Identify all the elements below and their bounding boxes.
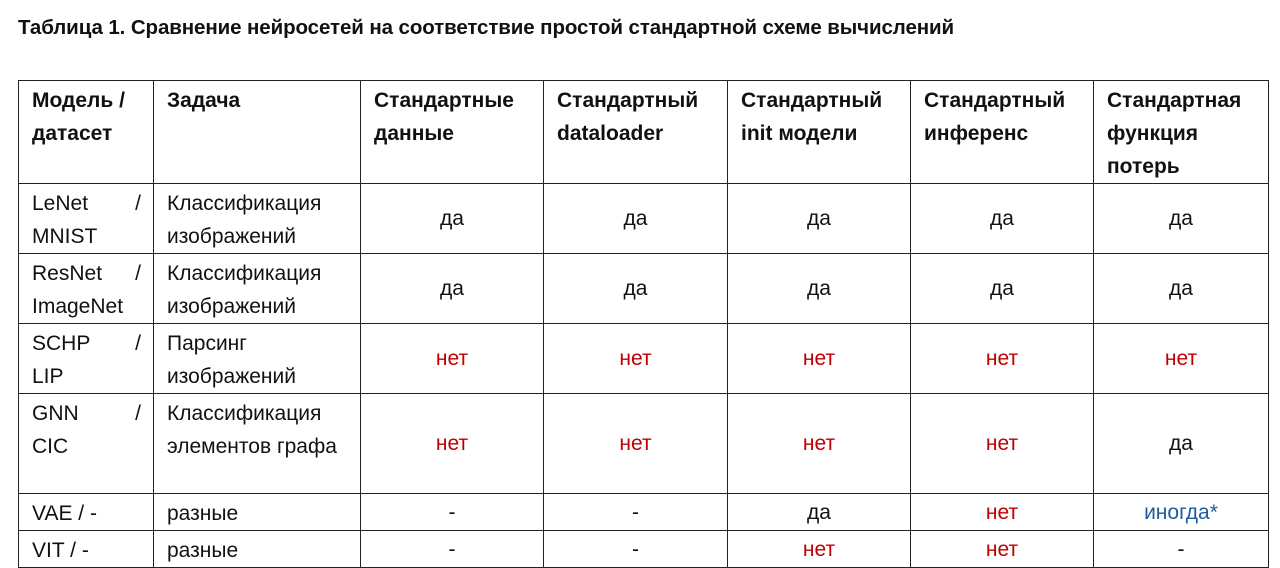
model-name: VAE: [32, 502, 73, 525]
model-cell: VIT / -: [19, 531, 154, 568]
header-standard-init: Стандартный init модели: [728, 81, 911, 184]
value-cell: нет: [361, 324, 544, 394]
value-cell: да: [1094, 184, 1269, 254]
table-row: [19, 184, 1269, 254]
header-row: [19, 81, 1269, 184]
value-cell: да: [544, 184, 728, 254]
value-cell: нет: [911, 494, 1094, 531]
table-row: [19, 494, 1269, 531]
value-cell: нет: [544, 394, 728, 494]
model-cell: GNN / CIC: [19, 394, 154, 494]
model-cell: SCHP / LIP: [19, 324, 154, 394]
value-cell: да: [728, 254, 911, 324]
task-cell: разные: [154, 494, 361, 531]
value-cell: нет: [544, 324, 728, 394]
table-caption: Таблица 1. Сравнение нейросетей на соответствие простой стандартной схеме вычислений: [18, 16, 955, 39]
comparison-table: [18, 80, 1269, 568]
table-row: [19, 531, 1269, 568]
task-cell: Классификация элементов графа: [154, 394, 361, 494]
model-name: VIT: [32, 539, 65, 562]
value-cell: нет: [728, 324, 911, 394]
value-cell: да: [361, 254, 544, 324]
value-cell: -: [544, 531, 728, 568]
value-cell: нет: [1094, 324, 1269, 394]
value-cell: да: [1094, 254, 1269, 324]
header-model: Модель / датасет: [19, 81, 154, 184]
value-cell: -: [1094, 531, 1269, 568]
task-cell: Парсинг изображений: [154, 324, 361, 394]
table-row: [19, 394, 1269, 494]
value-cell: да: [911, 254, 1094, 324]
model-name: LeNet: [32, 192, 89, 215]
dataset-name: ImageNet: [32, 295, 124, 318]
value-cell: иногда*: [1094, 494, 1269, 531]
value-cell: нет: [728, 531, 911, 568]
model-name: ResNet: [32, 262, 103, 285]
value-cell: да: [728, 494, 911, 531]
header-task: Задача: [154, 81, 361, 184]
value-cell: нет: [911, 324, 1094, 394]
table-row: [19, 254, 1269, 324]
header-standard-dataloader: Стандартный dataloader: [544, 81, 728, 184]
header-standard-inference: Стандартный инференс: [911, 81, 1094, 184]
value-cell: нет: [911, 531, 1094, 568]
task-cell: разные: [154, 531, 361, 568]
model-cell: LeNet / MNIST: [19, 184, 154, 254]
model-name: SCHP: [32, 332, 91, 355]
model-cell: VAE / -: [19, 494, 154, 531]
model-name: GNN: [32, 402, 79, 425]
value-cell: да: [911, 184, 1094, 254]
header-standard-loss: Стандартная функция потерь: [1094, 81, 1269, 184]
value-cell: -: [361, 531, 544, 568]
table-row: [19, 324, 1269, 394]
dataset-name: LIP: [32, 365, 64, 388]
dataset-name: -: [89, 502, 97, 525]
value-cell: -: [544, 494, 728, 531]
value-cell: да: [728, 184, 911, 254]
dataset-name: CIC: [32, 435, 69, 458]
value-cell: да: [544, 254, 728, 324]
value-cell: нет: [911, 394, 1094, 494]
value-cell: да: [1094, 394, 1269, 494]
value-cell: да: [361, 184, 544, 254]
value-cell: -: [361, 494, 544, 531]
dataset-name: MNIST: [32, 225, 98, 248]
value-cell: нет: [361, 394, 544, 494]
dataset-name: -: [81, 539, 89, 562]
header-standard-data: Стандартные данные: [361, 81, 544, 184]
model-cell: ResNet / ImageNet: [19, 254, 154, 324]
task-cell: Классификация изображений: [154, 184, 361, 254]
value-cell: нет: [728, 394, 911, 494]
task-cell: Классификация изображений: [154, 254, 361, 324]
